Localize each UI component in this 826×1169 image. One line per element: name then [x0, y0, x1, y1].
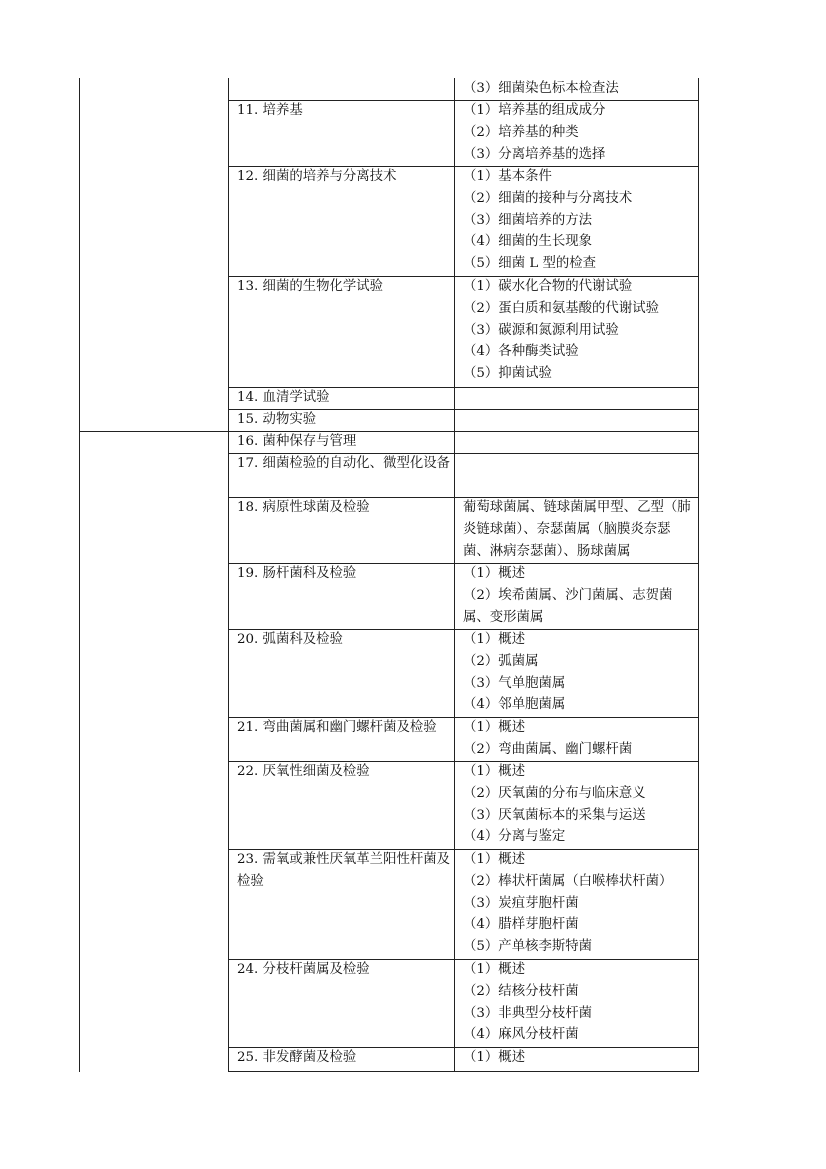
detail-item: （1）基本条件: [463, 169, 552, 184]
detail-item: （2）弯曲菌属、幽门螺杆菌: [463, 741, 633, 757]
table-row: [228, 387, 699, 409]
detail-item: （5）细菌 L 型的检查: [463, 256, 597, 272]
detail-item: （2）弧菌属: [463, 653, 539, 669]
detail-item: （5）抑菌试验: [463, 366, 552, 382]
table-row: [228, 453, 699, 497]
detail-item: （3）分离培养基的选择: [463, 146, 606, 162]
details-cell: [463, 1047, 695, 1069]
topic-cell: 23. 需氧或兼性厌氧革兰阳性杆菌及检验: [237, 852, 451, 889]
detail-item: （1）概述: [463, 566, 526, 581]
detail-item: （3）非典型分枝杆菌: [463, 1005, 593, 1021]
table-row: [228, 1047, 699, 1072]
detail-item: （3）碳源和氮源利用试验: [463, 322, 619, 338]
detail-item: （2）埃希菌属、沙门菌属、志贺菌属、变形菌属: [463, 587, 673, 625]
topic-cell: 22. 厌氧性细菌及检验: [237, 764, 370, 779]
detail-item: （1）概述: [463, 632, 526, 647]
details-cell: [463, 276, 695, 385]
detail-item: （2）结核分枝杆菌: [463, 983, 579, 999]
table-row: [228, 849, 699, 959]
details-cell: [463, 761, 695, 848]
details-cell: [463, 563, 695, 628]
table-row: [228, 166, 699, 276]
detail-item: （3）厌氧菌标本的采集与运送: [463, 807, 646, 823]
detail-item: （1）概述: [463, 764, 526, 779]
detail-item: （3）细菌染色标本检查法: [463, 81, 619, 96]
table-row: [228, 629, 699, 717]
topic-cell: 19. 肠杆菌科及检验: [237, 566, 357, 581]
table-row: [228, 78, 699, 100]
detail-item: （1）概述: [463, 720, 526, 735]
detail-item: 葡萄球菌属、链球菌属甲型、乙型（肺炎链球菌）、奈瑟菌属（脑膜炎奈瑟菌、淋病奈瑟菌）、肠球菌属: [463, 500, 691, 559]
table-row: [228, 959, 699, 1047]
detail-item: （4）细菌的生长现象: [463, 234, 593, 250]
table-row: [228, 276, 699, 387]
detail-item: （2）培养基的种类: [463, 124, 579, 140]
topic-cell: 25. 非发酵菌及检验: [237, 1050, 357, 1065]
topic-cell: 18. 病原性球菌及检验: [237, 500, 370, 515]
topic-cell: 11. 培养基: [237, 103, 303, 118]
detail-item: （5）产单核李斯特菌: [463, 939, 593, 955]
topic-cell: 16. 菌种保存与管理: [237, 434, 357, 449]
topic-cell: 15. 动物实验: [237, 412, 317, 427]
topic-cell: 20. 弧菌科及检验: [237, 632, 343, 647]
topic-cell: 12. 细菌的培养与分离技术: [237, 169, 397, 184]
topic-cell: 13. 细菌的生物化学试验: [237, 279, 384, 294]
detail-item: （2）细菌的接种与分离技术: [463, 190, 633, 206]
detail-item: （4）腊样芽胞杆菌: [463, 917, 579, 933]
table-border-left: [79, 78, 80, 1072]
detail-item: （1）概述: [463, 1050, 526, 1065]
detail-item: （1）概述: [463, 852, 526, 867]
detail-item: （1）碳水化合物的代谢试验: [463, 279, 633, 294]
details-cell: [463, 78, 695, 100]
syllabus-table: [79, 78, 699, 1072]
detail-item: （1）培养基的组成成分: [463, 103, 606, 118]
detail-item: （3）气单胞菌属: [463, 675, 566, 691]
detail-item: （4）邻单胞菌属: [463, 697, 566, 713]
details-cell: [463, 497, 695, 562]
detail-item: （4）分离与鉴定: [463, 829, 566, 845]
detail-item: （3）细菌培养的方法: [463, 212, 593, 228]
table-row: [228, 497, 699, 563]
detail-item: （2）棒状杆菌属（白喉棒状杆菌）: [463, 873, 673, 889]
details-cell: [463, 959, 695, 1046]
details-cell: [463, 849, 695, 958]
topic-cell: 24. 分枝杆菌属及检验: [237, 962, 370, 977]
table-row: [228, 409, 699, 431]
details-cell: [463, 100, 695, 165]
detail-item: （2）蛋白质和氨基酸的代谢试验: [463, 300, 659, 316]
section-divider: [79, 431, 229, 432]
table-row: [228, 761, 699, 849]
detail-item: （1）概述: [463, 962, 526, 977]
details-cell: [463, 717, 695, 761]
topic-cell: 14. 血清学试验: [237, 390, 330, 405]
detail-item: （3）炭疽芽胞杆菌: [463, 895, 579, 911]
table-row: [228, 717, 699, 761]
details-cell: [463, 629, 695, 716]
detail-item: （4）麻风分枝杆菌: [463, 1027, 579, 1043]
topic-cell: 21. 弯曲菌属和幽门螺杆菌及检验: [237, 720, 437, 735]
detail-item: （2）厌氧菌的分布与临床意义: [463, 785, 646, 801]
table-row: [228, 431, 699, 453]
table-row: [228, 563, 699, 629]
topic-cell: 17. 细菌检验的自动化、微型化设备: [237, 456, 451, 471]
detail-item: （4）各种酶类试验: [463, 344, 579, 360]
details-cell: [463, 166, 695, 275]
table-row: [228, 100, 699, 166]
